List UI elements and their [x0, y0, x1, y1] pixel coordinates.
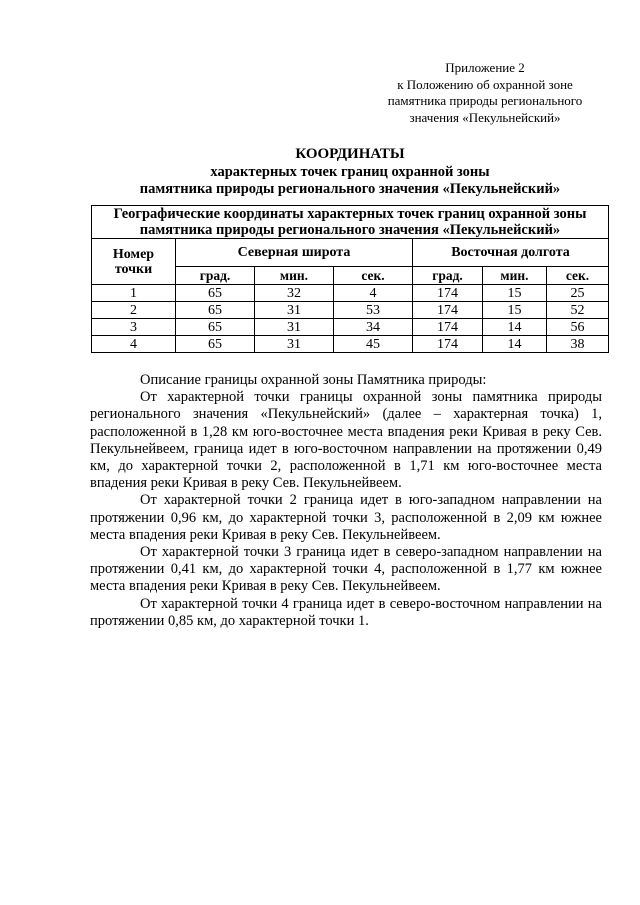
document-heading: [90, 145, 610, 198]
table-row: [92, 302, 609, 319]
description-paragraph: От характерной точки 4 граница идет в северо-восточном направлении на протяжении 0,85 км, до характерной точки 1.: [90, 595, 602, 629]
table-cell: 4: [92, 336, 176, 353]
document-subtitle: характерных точек границ охранной зоны: [210, 164, 490, 180]
table-cell: 174: [413, 302, 483, 319]
table-cell: 45: [334, 336, 413, 353]
table-row: [92, 336, 609, 353]
table-cell: 14: [483, 319, 547, 336]
table-cell: 31: [255, 336, 334, 353]
minutes-header: мин.: [483, 267, 547, 285]
table-cell: 65: [176, 336, 255, 353]
table-cell: 65: [176, 302, 255, 319]
point-header-line: точки: [114, 261, 153, 277]
degrees-header: град.: [176, 267, 255, 285]
table-caption-line: памятника природы регионального значения «Пекульнейский»: [139, 222, 561, 238]
table-cell: 32: [255, 285, 334, 302]
minutes-header: мин.: [255, 267, 334, 285]
table-cell: 25: [547, 285, 609, 302]
table-caption: [92, 206, 609, 239]
description-paragraph: От характерной точки границы охранной зоны памятника природы регионального значения «Пекульнейский» (далее – характерная точка) 1, расположенной в 1,28 км юго-восточнее места впадения реки Кривая в реку Сев. Пекульнейвеем, граница идет в юго-восточном направлении на протяжении 0,49 км, до характерной точки 2, расположенной в 1,71 км юго-восточнее места впадения реки Кривая в реку Сев. Пекульнейвеем.: [90, 389, 602, 492]
table-cell: 174: [413, 319, 483, 336]
table-cell: 65: [176, 285, 255, 302]
point-number-header: [92, 239, 176, 285]
table-cell: 1: [92, 285, 176, 302]
table-cell: 31: [255, 302, 334, 319]
seconds-header: сек.: [334, 267, 413, 285]
description-paragraph: От характерной точки 3 граница идет в северо-западном направлении на протяжении 0,41 км, до характерной точки 4, расположенной в 1,77 км южнее места впадения реки Кривая в реку Сев. Пекульнейвеем.: [90, 544, 602, 595]
table-caption-line: Географические координаты характерных точек границ охранной зоны: [113, 206, 587, 222]
table-cell: 15: [483, 302, 547, 319]
degrees-header: град.: [413, 267, 483, 285]
appendix-line: к Положению об охранной зоне: [397, 76, 573, 92]
table-cell: 53: [334, 302, 413, 319]
point-header-line: Номер: [112, 246, 155, 262]
table-cell: 31: [255, 319, 334, 336]
table-cell: 34: [334, 319, 413, 336]
table-cell: 3: [92, 319, 176, 336]
east-longitude-header: Восточная долгота: [413, 239, 609, 267]
table-cell: 4: [334, 285, 413, 302]
appendix-note: [360, 60, 610, 126]
table-cell: 14: [483, 336, 547, 353]
boundary-description: [90, 372, 602, 630]
table-cell: 174: [413, 285, 483, 302]
document-title: КООРДИНАТЫ: [295, 146, 405, 162]
table-cell: 56: [547, 319, 609, 336]
table-row: [92, 319, 609, 336]
table-row: [92, 285, 609, 302]
appendix-line: Приложение 2: [445, 60, 525, 75]
coordinates-table: [91, 205, 609, 353]
table-cell: 15: [483, 285, 547, 302]
document-subtitle: памятника природы регионального значения «Пекульнейский»: [139, 181, 561, 197]
north-latitude-header: Северная широта: [176, 239, 413, 267]
description-heading: Описание границы охранной зоны Памятника природы:: [140, 372, 487, 388]
seconds-header: сек.: [547, 267, 609, 285]
table-cell: 174: [413, 336, 483, 353]
table-cell: 52: [547, 302, 609, 319]
appendix-line: значения «Пекульнейский»: [409, 109, 561, 125]
table-cell: 38: [547, 336, 609, 353]
appendix-line: памятника природы регионального: [387, 93, 583, 108]
table-cell: 2: [92, 302, 176, 319]
table-cell: 65: [176, 319, 255, 336]
description-paragraph: От характерной точки 2 граница идет в юго-западном направлении на протяжении 0,96 км, до характерной точки 3, расположенной в 2,09 км южнее места впадения реки Кривая в реку Сев. Пекульнейвеем.: [90, 492, 602, 543]
